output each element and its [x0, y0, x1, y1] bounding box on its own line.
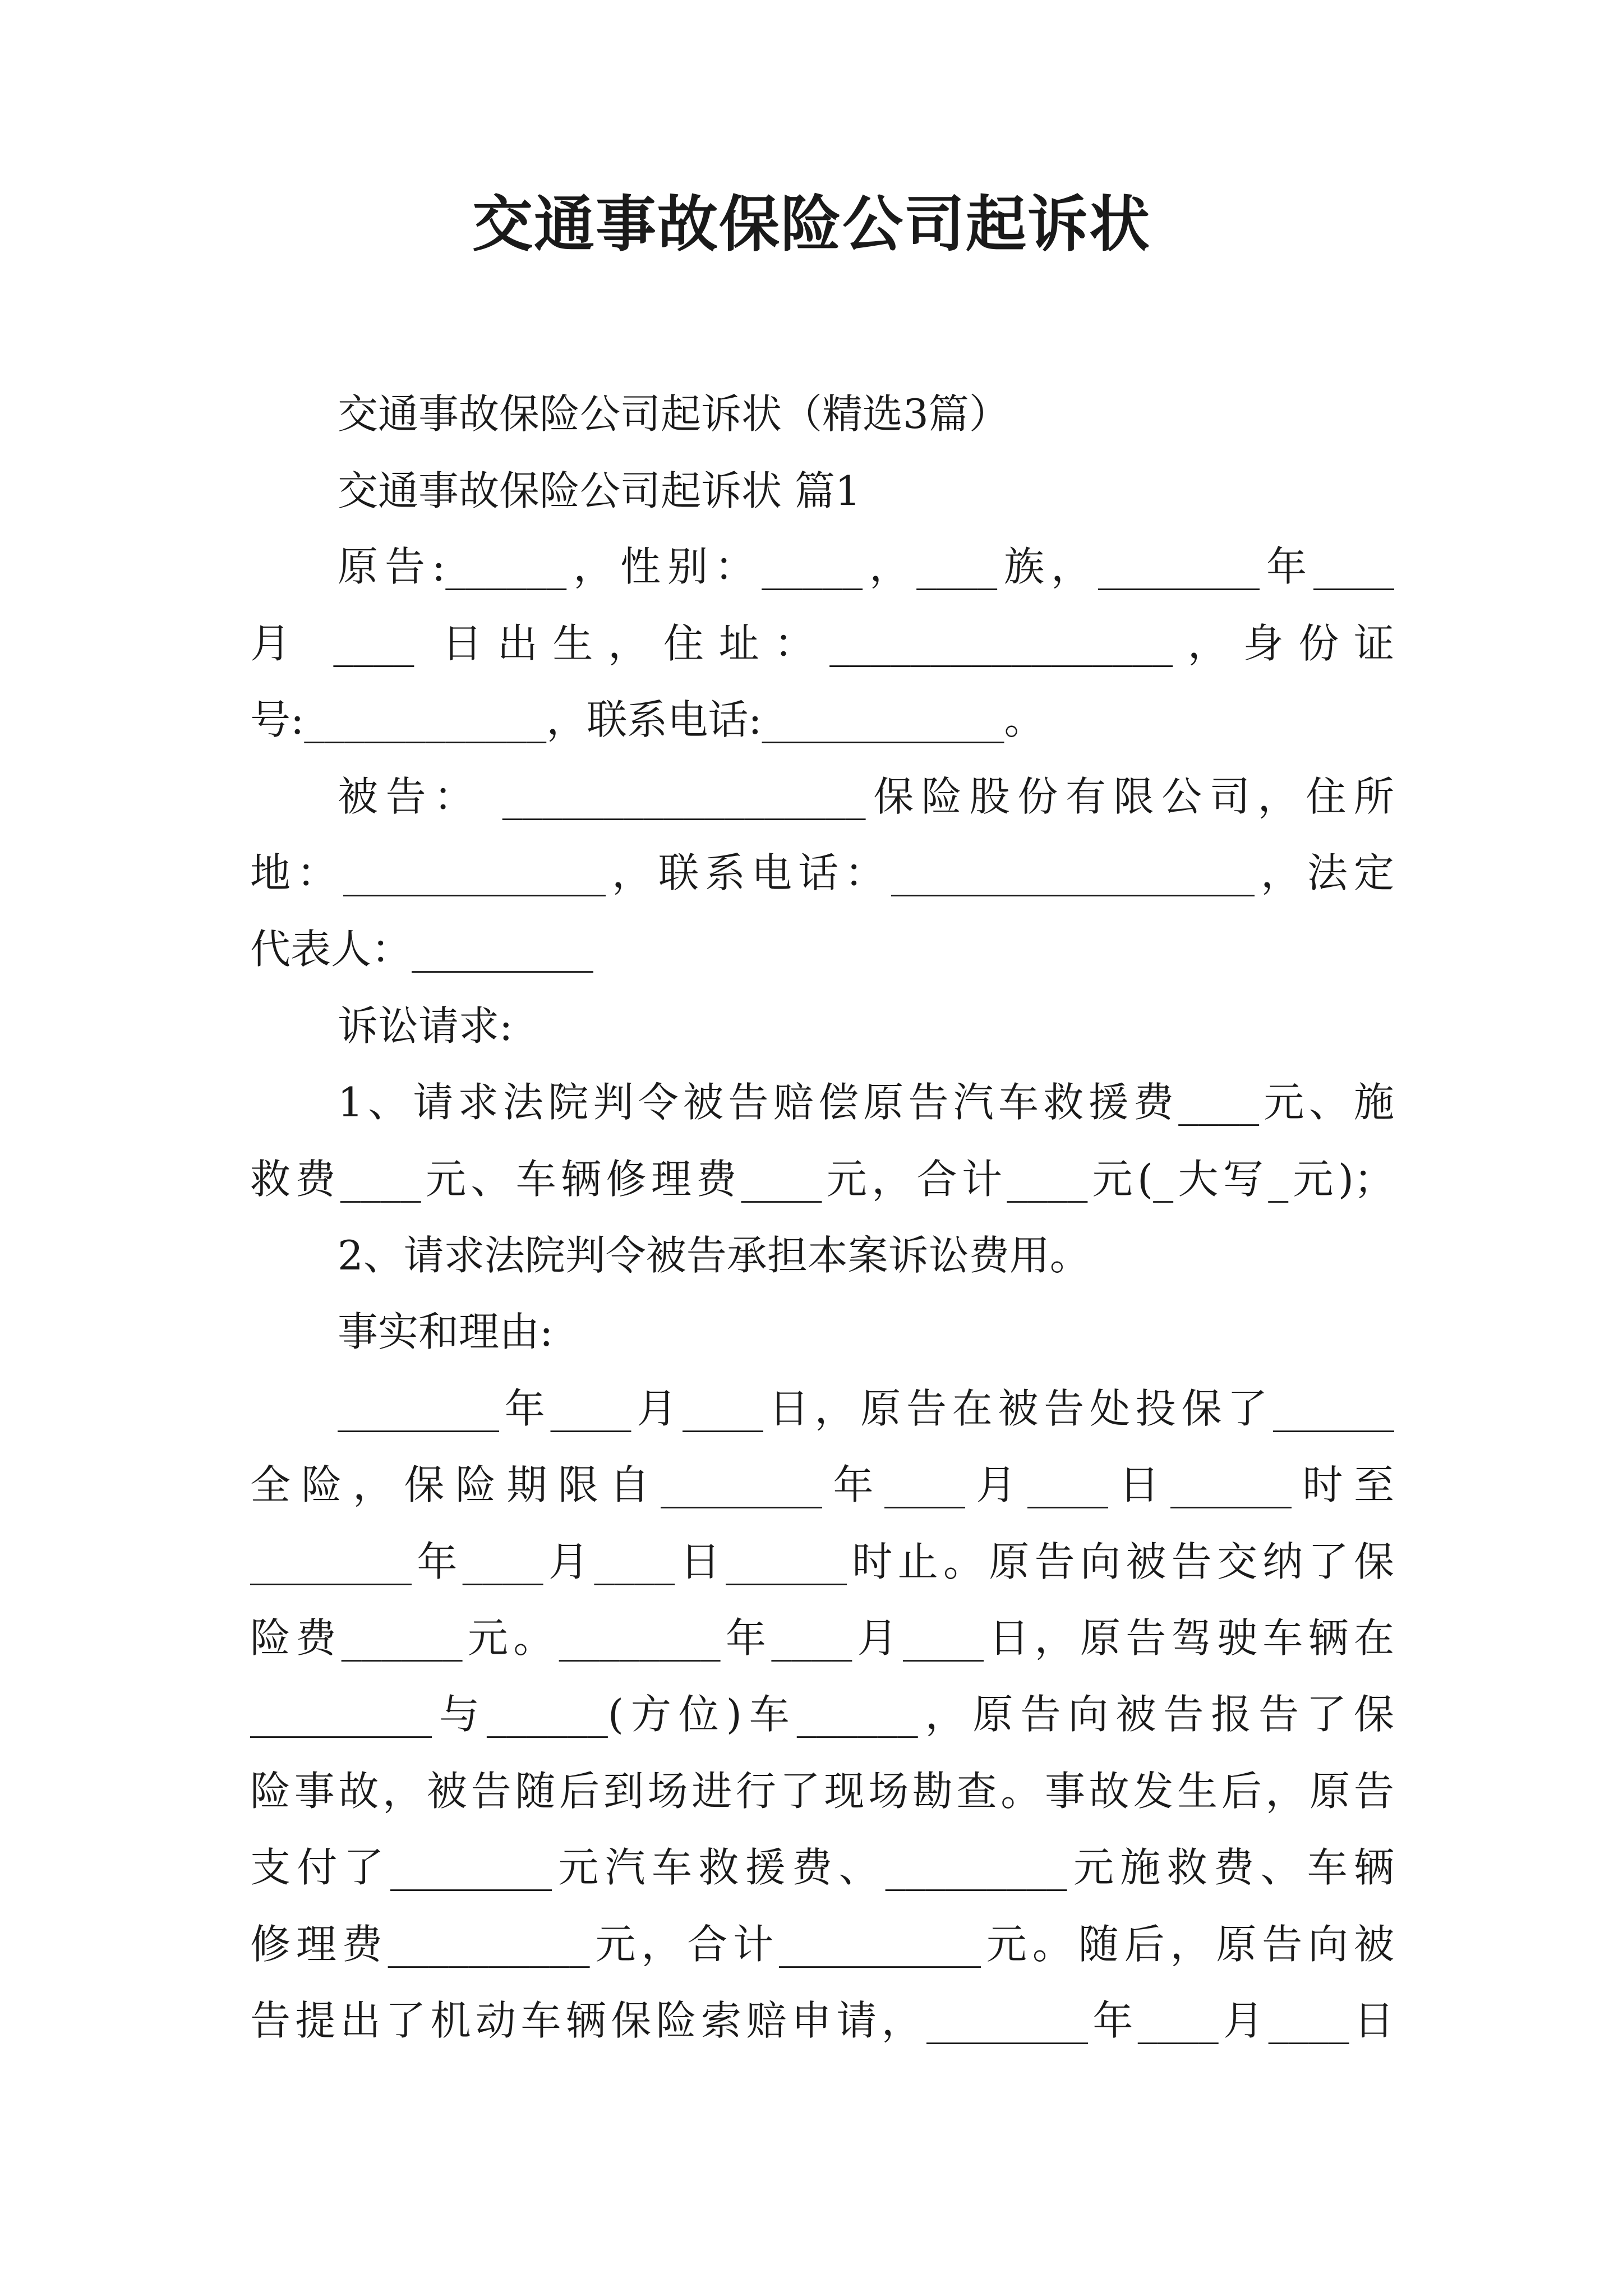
facts-line-4: 险费______元。________年____月____日，原告驾驶车辆在 — [250, 1614, 1394, 1662]
document-title: 交通事故保险公司起诉状 — [472, 189, 1151, 260]
facts-line-7: 支付了________元汽车救援费、_________元施救费、车辆 — [250, 1844, 1394, 1891]
facts-line-2: 全险，保险期限自________年____月____日______时至 — [250, 1461, 1394, 1508]
facts-line-8: 修理费__________元，合计__________元。随后，原告向被 — [250, 1921, 1394, 1968]
facts-line-3: ________年____月____日______时止。原告向被告交纳了保 — [250, 1538, 1394, 1585]
claim-2: 2、请求法院判令被告承担本案诉讼费用。 — [338, 1232, 1090, 1279]
claim-1-line-2: 救费____元、车辆修理费____元，合计____元(_大写_元)； — [250, 1156, 1394, 1203]
plaintiff-line-1: 原告:______，性别：_____，____族，________年____ — [338, 543, 1394, 590]
claim-1-line-1: 1、请求法院判令被告赔偿原告汽车救援费____元、施 — [338, 1079, 1394, 1126]
defendant-line-1: 被告： __________________保险股份有限公司，住所 — [338, 773, 1394, 820]
defendant-line-2: 地：_____________，联系电话：__________________，法定 — [250, 849, 1394, 896]
facts-line-9: 告提出了机动车辆保险索赔申请，________年____月____日 — [250, 1997, 1394, 2044]
subtitle-selection: 交通事故保险公司起诉状（精选3篇） — [338, 390, 1009, 438]
section-heading: 交通事故保险公司起诉状 篇1 — [338, 467, 861, 514]
defendant-line-3: 代表人：_________ — [250, 926, 594, 973]
plaintiff-line-2: 月 ____ 日出生，住址：_________________，身份证 — [250, 620, 1394, 667]
claims-heading: 诉讼请求: — [338, 1002, 513, 1050]
facts-line-1: ________年____月____日，原告在被告处投保了______ — [338, 1385, 1394, 1432]
facts-line-5: _________与______(方位)车______，原告向被告报告了保 — [250, 1691, 1394, 1738]
facts-line-6: 险事故，被告随后到场进行了现场勘查。事故发生后，原告 — [250, 1768, 1394, 1815]
facts-heading: 事实和理由: — [338, 1308, 554, 1355]
plaintiff-line-3: 号:____________，联系电话:____________。 — [250, 696, 1045, 743]
